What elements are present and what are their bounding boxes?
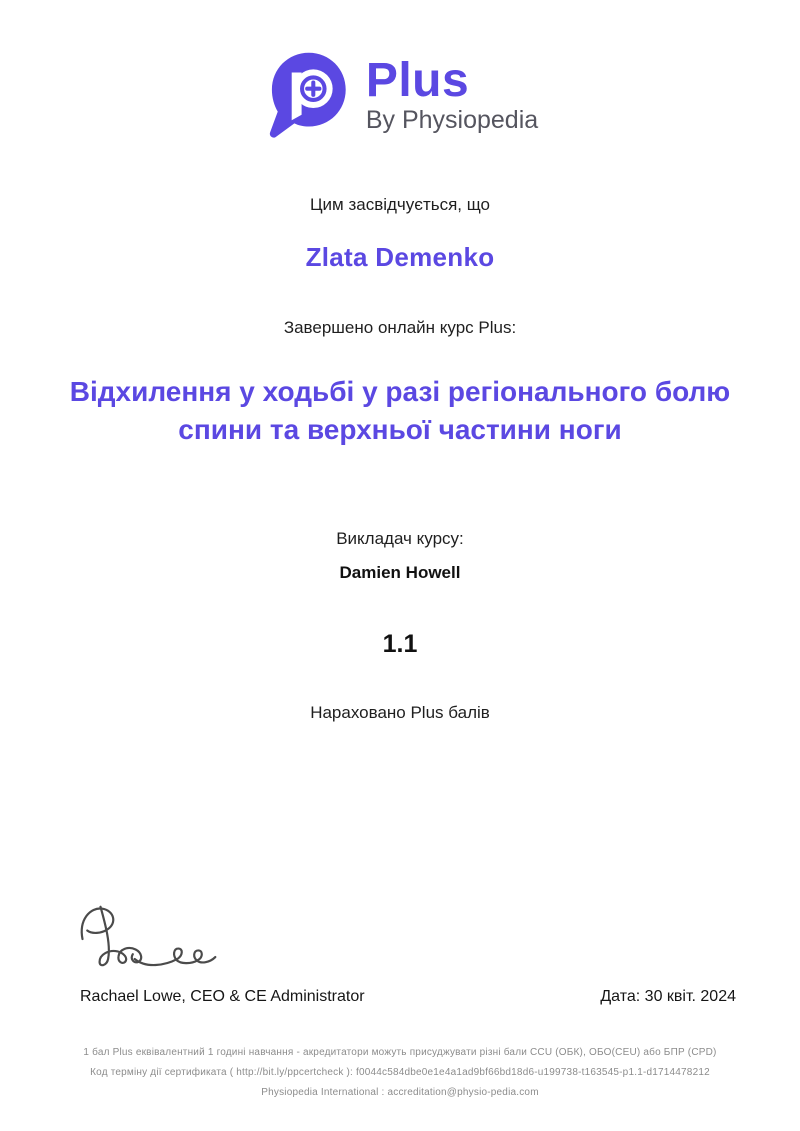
certificate-validation-code: Код терміну дії сертификата ( http://bit.ly/ppcertcheck ): f0044c584dbe0e1e4a1ad9bf66bd18d6-u199738-t163545-p1.1-d1714478212 bbox=[90, 1067, 710, 1078]
plus-logo bbox=[0, 48, 800, 142]
course-title: Відхилення у ходьбі у разі регіонального болю спини та верхньої частини ноги bbox=[69, 376, 731, 445]
recipient-name: Zlata Demenko bbox=[305, 242, 495, 272]
signature-image bbox=[74, 903, 239, 977]
handwritten-signature-icon bbox=[74, 903, 239, 977]
logo-brand-text: Plus bbox=[365, 53, 470, 107]
signatory-row bbox=[0, 988, 800, 1006]
certificate-date: Дата: 30 квіт. 2024 bbox=[600, 988, 736, 1005]
logo-wordmark bbox=[365, 53, 539, 135]
certify-intro-text: Цим засвідчується, що bbox=[309, 195, 491, 214]
logo-subtitle-text: By Physiopedia bbox=[365, 105, 539, 134]
plus-points-value: 1.1 bbox=[382, 629, 418, 658]
completion-statement: Завершено онлайн курс Plus: bbox=[283, 318, 517, 337]
contact-line: Physiopedia International : accreditation@physio-pedia.com bbox=[261, 1087, 539, 1098]
instructor-label: Викладач курсу: bbox=[336, 528, 464, 548]
plus-bubble-icon bbox=[262, 48, 352, 142]
accreditation-note: 1 бал Plus еквівалентний 1 годині навчання - акредитатори можуть присуджувати різні бали CCU (ОБК), ОБО(CEU) або БПР (CPD) bbox=[83, 1047, 717, 1058]
fine-print bbox=[0, 1043, 800, 1103]
instructor-name: Damien Howell bbox=[339, 562, 461, 582]
signatory-name-title: Rachael Lowe, CEO & CE Administrator bbox=[80, 988, 365, 1005]
plus-points-label: Нараховано Plus балів bbox=[310, 702, 490, 722]
